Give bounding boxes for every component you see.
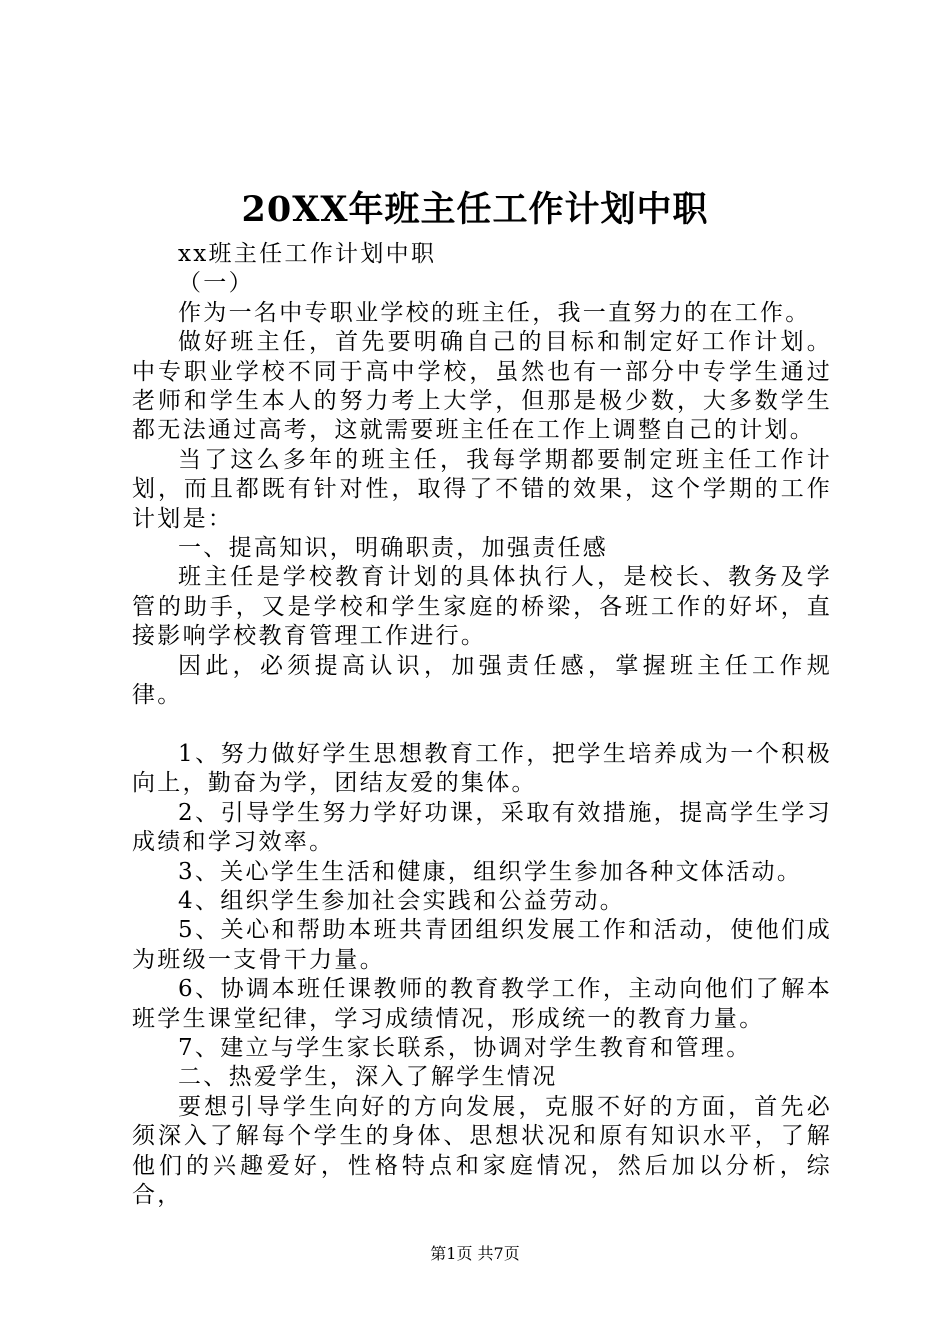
- list-item: 7、建立与学生家长联系，协调对学生教育和管理。: [178, 1034, 752, 1061]
- page-number: 第1页 共7页: [430, 1244, 520, 1263]
- paragraph: 因此，必须提高认识，加强责任感，掌握班主任工作规律。: [132, 652, 832, 709]
- subtitle-line: xx班主任工作计划中职: [178, 241, 437, 267]
- list-item: 5、关心和帮助本班共青团组织发展工作和活动，使他们成为班级一支骨干力量。: [132, 917, 832, 973]
- section-marker: （一）: [178, 270, 254, 297]
- document-title: 20XX年班主任工作计划中职: [241, 189, 709, 230]
- list-item: 2、引导学生努力学好功课，采取有效措施，提高学生学习成绩和学习效率。: [132, 799, 832, 856]
- paragraph: 班主任是学校教育计划的具体执行人，是校长、教务及学管的助手，又是学校和学生家庭的桥梁，各班工作的好坏，直接影响学校教育管理工作进行。: [132, 564, 832, 650]
- list-item: 1、努力做好学生思想教育工作，把学生培养成为一个积极向上，勤奋为学，团结友爱的集体。: [132, 740, 832, 797]
- paragraph: 当了这么多年的班主任，我每学期都要制定班主任工作计划，而且都既有针对性，取得了不错的效果，这个学期的工作计划是：: [132, 446, 832, 532]
- section-heading: 一、提高知识，明确职责，加强责任感: [178, 535, 609, 562]
- paragraph: 作为一名中专职业学校的班主任，我一直努力的在工作。: [178, 299, 811, 326]
- list-item: 4、组织学生参加社会实践和公益劳动。: [178, 887, 626, 914]
- list-item: 6、协调本班任课教师的教育教学工作，主动向他们了解本班学生课堂纪律，学习成绩情况，形成统一的教育力量。: [132, 976, 832, 1032]
- list-item: 3、关心学生生活和健康，组织学生参加各种文体活动。: [178, 858, 803, 885]
- blank-line: [132, 711, 832, 740]
- section-heading: 二、热爱学生，深入了解学生情况: [178, 1064, 558, 1091]
- paragraph: 要想引导学生向好的方向发展，克服不好的方面，首先必须深入了解每个学生的身体、思想状况和原有知识水平，了解他们的兴趣爱好，性格特点和家庭情况，然后加以分析，综合，: [132, 1093, 832, 1208]
- document-body: [132, 240, 832, 1210]
- paragraph: 做好班主任，首先要明确自己的目标和制定好工作计划。中专职业学校不同于高中学校，虽然也有一部分中专学生通过老师和学生本人的努力考上大学，但那是极少数，大多数学生都无法通过高考，这就需要班主任在工作上调整自己的计划。: [132, 329, 832, 444]
